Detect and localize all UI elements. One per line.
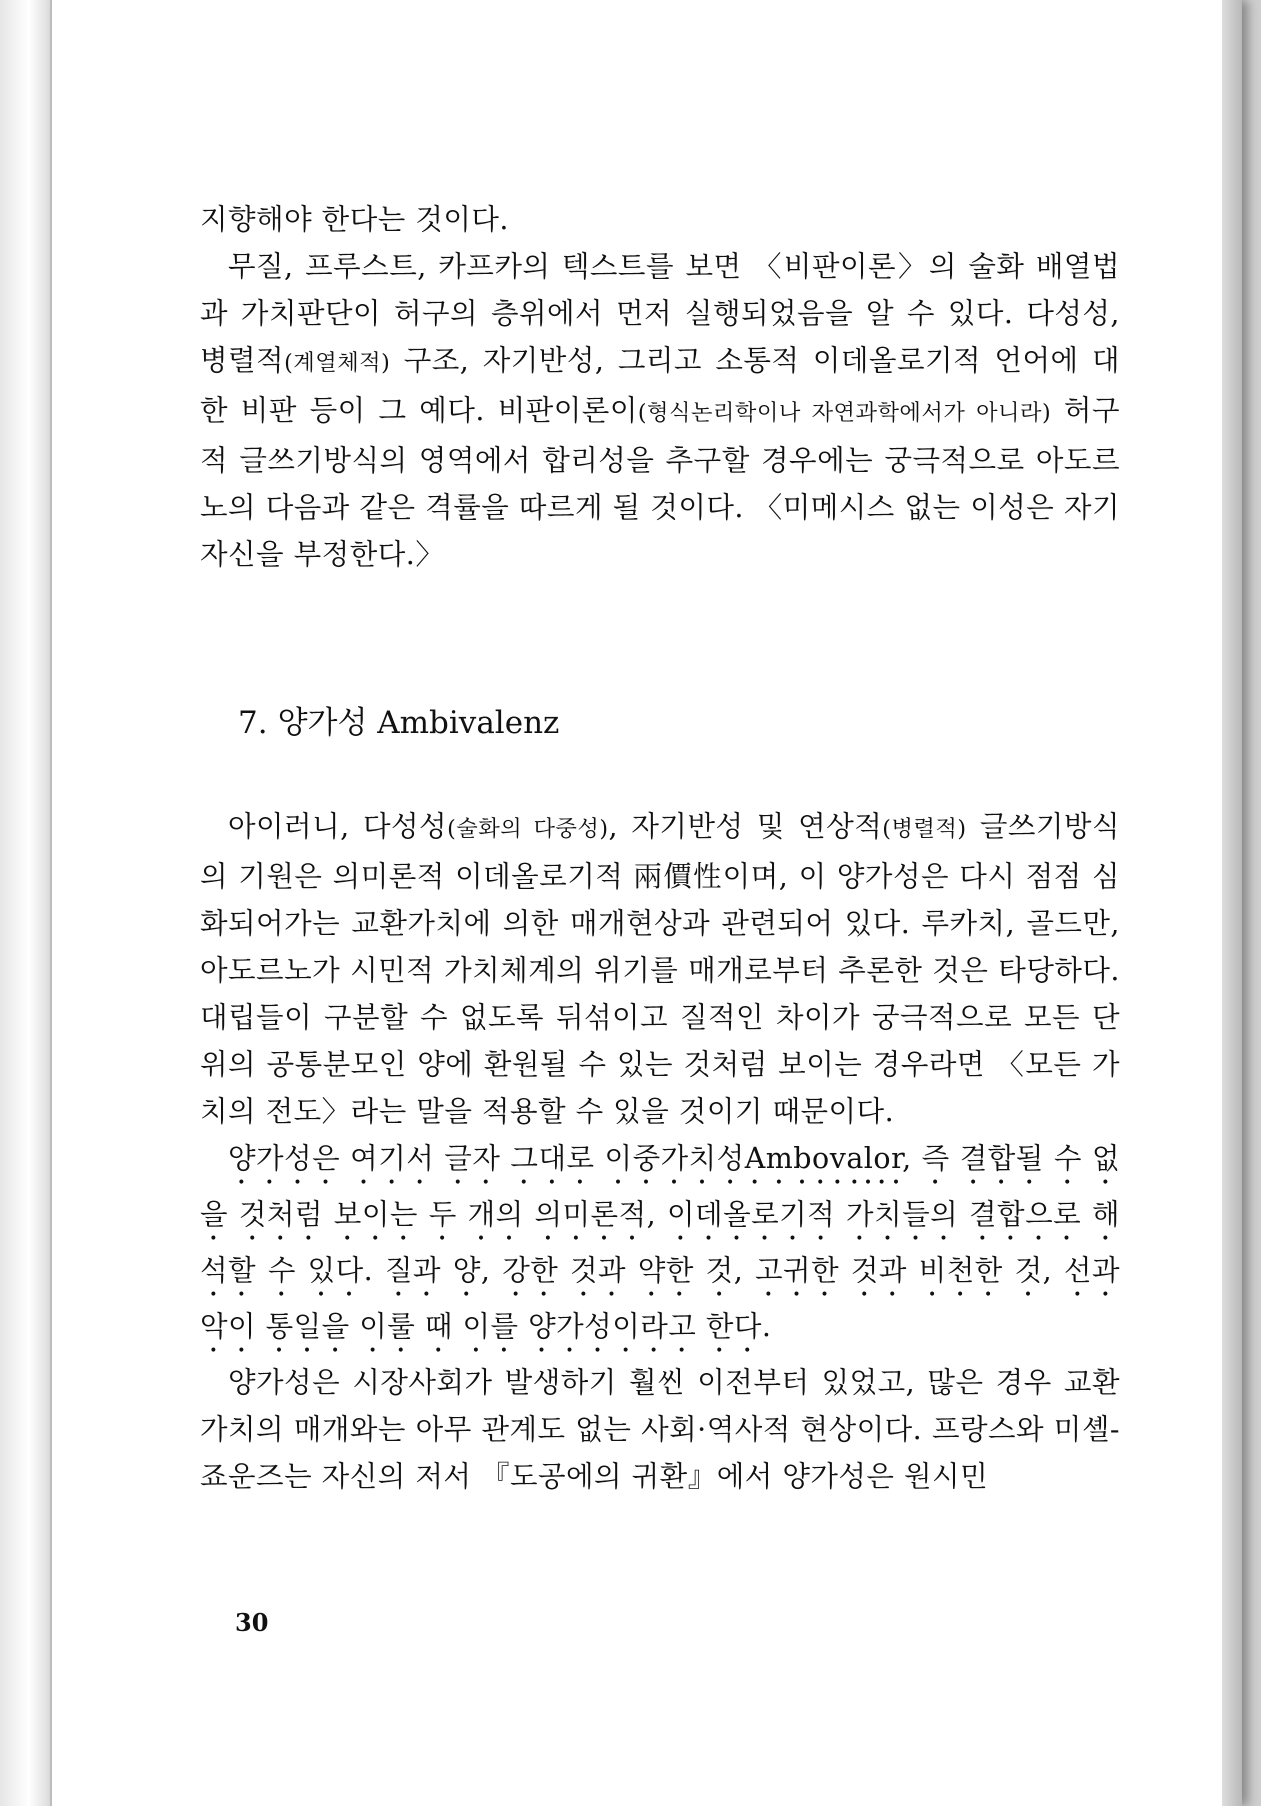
parenthetical-note: (계열체적) <box>284 350 391 376</box>
paragraph-5: 양가성은 시장사회가 발생하기 훨씬 이전부터 있었고, 많은 경우 교환가치의 매개와는 아무 관계도 없는 사회·역사적 현상이다. 프랑스와 미셸-죠운즈는 자신의 저서 『도공에의 귀환』에서 양가성은 원시민 <box>200 1366 1120 1493</box>
parenthetical-note: (술화의 다중성) <box>447 816 609 842</box>
page-number: 30 <box>235 1608 269 1637</box>
parenthetical-note: (형식논리학이나 자연과학에서가 아니라) <box>637 400 1052 426</box>
paragraph-4-emphasized: 양가성은 여기서 글자 그대로 이중가치성Ambovalor, 즉 결합될 수 없을 것처럼 보이는 두 개의 의미론적, 이데올로기적 가치들의 결합으로 해석할 수 있다. 질과 양, 강한 것과 약한 것, 고귀한 것과 비천한 것, 선과 악이 통일을 이룰 때 이를 양가성이라고 한다. <box>200 1142 1120 1343</box>
section-title: 양가성 Ambivalenz <box>277 705 560 741</box>
section-1-text <box>200 196 1120 578</box>
parenthetical-note: (병렬적) <box>882 816 967 842</box>
section-number: 7. <box>238 705 268 741</box>
section-2-text <box>200 803 1120 1500</box>
section-heading <box>238 697 559 742</box>
page-edge <box>1222 0 1242 1806</box>
paragraph-3: 아이러니, 다성성(술화의 다중성), 자기반성 및 연상적(병렬적) 글쓰기방식의 기원은 의미론적 이데올로기적 兩價性이며, 이 양가성은 다시 점점 심화되어가는 교환가치에 의한 매개현상과 관련되어 있다. 루카치, 골드만, 아도르노가 시민적 가치체계의 위기를 매개로부터 추론한 것은 타당하다. 대립들이 구분할 수 없도록 뒤섞이고 질적인 차이가 궁극적으로 모든 단위의 공통분모인 양에 환원될 수 있는 것처럼 보이는 경우라면 〈모든 가치의 전도〉라는 말을 적용할 수 있을 것이기 때문이다. <box>200 810 1120 1128</box>
paragraph-1: 지향해야 한다는 것이다. <box>200 203 509 236</box>
book-spine <box>0 0 54 1806</box>
paragraph-2: 무질, 프루스트, 카프카의 텍스트를 보면 〈비판이론〉의 술화 배열법과 가치판단이 허구의 층위에서 먼저 실행되었음을 알 수 있다. 다성성, 병렬적(계열체적) 구조, 자기반성, 그리고 소통적 이데올로기적 언어에 대한 비판 등이 그 예다. 비판이론이(형식논리학이나 자연과학에서가 아니라) 허구적 글쓰기방식의 영역에서 합리성을 추구할 경우에는 궁극적으로 아도르노의 다음과 같은 격률을 따르게 될 것이다. 〈미메시스 없는 이성은 자기자신을 부정한다.〉 <box>200 250 1120 571</box>
